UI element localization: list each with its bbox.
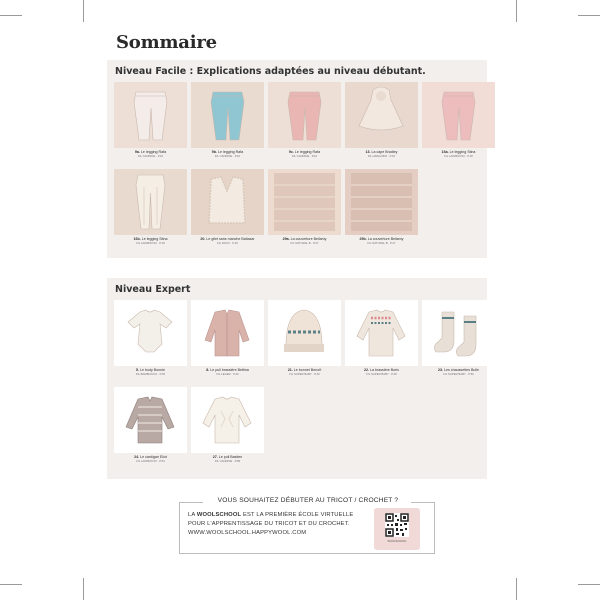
qr-card: [374, 508, 420, 550]
pattern-name: Le bonnet Benoît: [292, 368, 322, 372]
pattern-name: Le body Bonnie: [139, 368, 165, 372]
pattern-yarn: FIL SUPER BABY · P.50: [443, 371, 474, 376]
blanket-icon: [268, 169, 341, 235]
crop-mark: [516, 578, 517, 600]
blue-leggings-icon: [191, 82, 264, 148]
easy-level-section: [107, 60, 487, 258]
pattern-yarn: FIL DOUX · P.20: [217, 240, 238, 245]
pattern-number: 27.: [212, 455, 218, 459]
crop-mark: [516, 0, 517, 22]
pattern-number: 24.: [134, 455, 140, 459]
pattern-name: Le pull Bastien: [217, 455, 243, 459]
pattern-number: 29a.: [282, 237, 290, 241]
expert-level-section: [107, 278, 487, 479]
pattern-card[interactable]: [268, 169, 341, 245]
qr-code-icon[interactable]: [385, 513, 409, 537]
pattern-name: La cape Bradley: [370, 150, 398, 154]
hat-icon: [268, 300, 341, 366]
woolschool-url[interactable]: WWW.WOOLSCHOOL.HAPPYWOOL.COM: [188, 530, 307, 536]
crop-mark: [0, 15, 22, 16]
cream-stina-leggings-icon: [114, 169, 187, 235]
banner-line-1-post: EST LA PREMIÈRE ÉCOLE VIRTUELLE: [242, 512, 354, 518]
cardigan-icon: [191, 300, 264, 366]
pink-leggings-icon: [114, 82, 187, 148]
pattern-name: Le legging Stina: [140, 237, 168, 241]
crop-mark: [578, 15, 600, 16]
pattern-card[interactable]: [422, 300, 495, 376]
pattern-name: Le pull brassière Bettina: [209, 368, 249, 372]
pattern-card[interactable]: [191, 82, 264, 158]
woolschool-brand: WOOLSCHOOL: [196, 512, 242, 518]
crop-mark: [0, 584, 22, 585]
pattern-card[interactable]: [422, 82, 495, 158]
pattern-name: La brassière Boris: [369, 368, 399, 372]
expert-level-heading: Niveau Expert: [115, 284, 191, 295]
pink-stina-leggings-icon: [422, 82, 495, 148]
pattern-name: Le legging Rafa: [217, 150, 244, 154]
crop-mark: [83, 578, 84, 600]
pattern-yarn: FIL SUPER BABY · P.48: [366, 371, 397, 376]
pattern-yarn: FIL LAINBIOVIO · P.54: [136, 458, 165, 463]
socks-icon: [422, 300, 495, 366]
pattern-yarn: FIL NATURAL B · P.27: [290, 240, 319, 245]
pattern-name: Le gilet sans manche Baltazar: [205, 237, 255, 241]
pattern-number: 9b.: [211, 150, 217, 154]
pattern-name: La couverture Bellamy: [289, 237, 327, 241]
pattern-card[interactable]: [114, 387, 187, 463]
pattern-card[interactable]: [114, 169, 187, 245]
pattern-yarn: FIL BAMBOOCO · P.36: [135, 371, 166, 376]
pattern-card[interactable]: [114, 82, 187, 158]
pattern-card[interactable]: [268, 82, 341, 158]
pattern-name: Le cardigan Eliot: [139, 455, 167, 459]
pattern-card[interactable]: [268, 300, 341, 376]
pattern-card[interactable]: [345, 82, 418, 158]
rose-leggings-icon: [268, 82, 341, 148]
pattern-number: 16b.: [133, 237, 141, 241]
blanket-icon: [345, 169, 418, 235]
pattern-yarn: FIL LAINBIOVIO · P.18: [136, 240, 165, 245]
pattern-yarn: FIL SUPER BABY · P.46: [289, 371, 320, 376]
pattern-card[interactable]: [345, 300, 418, 376]
pattern-name: Les chaussettes Bulle: [443, 368, 479, 372]
pattern-number: 5.: [136, 368, 139, 372]
pattern-number: 8.: [206, 368, 210, 372]
fairisle-sweater-icon: [345, 300, 418, 366]
pattern-card[interactable]: [114, 300, 187, 376]
cape-icon: [345, 82, 418, 148]
banner-line-1: [188, 512, 353, 518]
pattern-number: 20.: [200, 237, 206, 241]
sweater-icon: [191, 387, 264, 453]
pattern-yarn: FIL NATURAL B · P.27: [367, 240, 396, 245]
pattern-card[interactable]: [191, 300, 264, 376]
pattern-card[interactable]: [345, 169, 418, 245]
banner-line-1-pre: LA: [188, 512, 196, 518]
crop-mark: [83, 0, 84, 22]
pattern-name: Le legging Stina: [448, 150, 476, 154]
pattern-number: 23.: [438, 368, 444, 372]
pattern-yarn: FIL CANDIDE · P.10: [137, 153, 164, 158]
striped-cardigan-icon: [114, 387, 187, 453]
banner-line-2: POUR L'APPRENTISSAGE DU TRICOT ET DU CROCHET.: [188, 521, 350, 527]
pattern-yarn: FIL CANDIDE · P.10: [291, 153, 318, 158]
woolschool-banner: [179, 497, 435, 554]
pattern-name: Le legging Rafa: [293, 150, 321, 154]
pattern-number: 9c.: [288, 150, 294, 154]
banner-heading: VOUS SOUHAITEZ DÉBUTER AU TRICOT / CROCHET ?: [217, 497, 399, 504]
pattern-yarn: FIL CANDIDE · P.10: [214, 153, 241, 158]
pattern-number: 29b.: [359, 237, 367, 241]
qr-caption: WOOLSCHOOL: [387, 540, 407, 543]
crop-mark: [578, 584, 600, 585]
easy-level-heading: Niveau Facile : Explications adaptées au niveau débutant.: [115, 66, 426, 77]
pattern-yarn: FIL LEGER · P.40: [216, 371, 239, 376]
pattern-number: 16a.: [441, 150, 449, 154]
pattern-number: 9a.: [134, 150, 140, 154]
pattern-card[interactable]: [191, 387, 264, 463]
pattern-yarn: FIL LAINBIOVIO · P.18: [444, 153, 473, 158]
pattern-yarn: FIL CANDIDE · P.58: [214, 458, 241, 463]
pattern-name: Le legging Rafa: [139, 150, 167, 154]
pattern-number: 13.: [365, 150, 371, 154]
fluffy-vest-icon: [191, 169, 264, 235]
page-title: Sommaire: [116, 32, 217, 53]
pattern-number: 21.: [287, 368, 293, 372]
pattern-name: La couverture Bellamy: [366, 237, 404, 241]
bodysuit-icon: [114, 300, 187, 366]
pattern-yarn: FIL HAWAI BIO · P.16: [367, 153, 396, 158]
pattern-number: 22.: [364, 368, 370, 372]
pattern-card[interactable]: [191, 169, 264, 245]
